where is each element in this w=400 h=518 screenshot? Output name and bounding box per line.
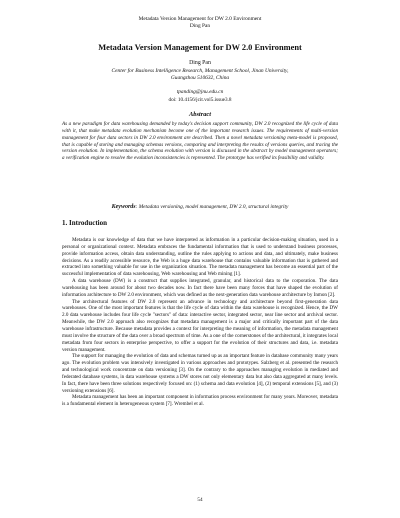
keywords bbox=[40, 204, 360, 210]
author-affiliation bbox=[40, 68, 360, 82]
running-head-title: Metadata Version Management for DW 2.0 Environment bbox=[138, 16, 262, 22]
author-name: Ding Pan bbox=[189, 60, 211, 66]
section-heading: 1. Introduction bbox=[62, 219, 107, 227]
paper-title: Metadata Version Management for DW 2.0 Environment bbox=[98, 43, 302, 52]
body-paragraph: The support for managing the evolution of data and schemas turned up as an important feature in database community many years ago. The evolution problem was intensively investigated in various approaches and prototypes. Salzberg et al. presented the research and technological work concentrate on data versioning [3]. On the contrary to the approaches managing evolution in mediated and federated database systems, in data warehouse systems a DW stores not only elementary data but also data aggregated at many levels. In fact, there have been three solutions respectively focused on: (1) schema and data evolution [4], (2) temporal extensions [5], and (3) versioning extensions [6]. bbox=[62, 353, 338, 394]
doi: doi: 10.4156/jcit.vol5.issue3.8 bbox=[168, 97, 232, 103]
body-paragraph: Metadata is our knowledge of data that we have interpreted as information in a particular decision-making situation, used in a personal or organizational context. Metadata embraces the fundamental information that is used to understand business processes, provide information access, obtain data understanding, outline the rules applying to actions and data, and ultimately, make business decisions. As a readily accessible resource, the Web is a huge data warehouse that contains valuable information that is gathered and extracted into something valuable for use in the organization situation. The metadata management has become an essential part of the successful implementation of data warehousing, Web warehousing and Web mining [1]. bbox=[62, 237, 338, 278]
running-head-author: Ding Pan bbox=[189, 23, 211, 29]
keywords-label: Keywords bbox=[111, 204, 136, 210]
body-paragraph: Metadata management has been an important component in information process environment for many years. Moreover, metadata is a fundamental element in heterogeneous system [7]. Wrembel et al. bbox=[62, 394, 338, 408]
page-number: 54 bbox=[197, 497, 203, 503]
affiliation-line-1: Center for Business Intelligence Research, Management School, Jinan University, bbox=[111, 68, 289, 74]
body-paragraph: A data warehouse (DW) is a construct that supplies integrated, granular, and historical data to the corporation. The data warehousing has been around for about two decades now. In fact there have been many forces that have shaped the evolution of information architecture to DW 2.0 environment, which was defined as the next-generation data warehouse architecture by Inmon [2]. bbox=[62, 278, 338, 298]
keywords-text: : Metadata versioning, model management, DW 2.0, structural integrity bbox=[135, 204, 289, 210]
section-body bbox=[62, 237, 338, 408]
affiliation-line-2: Guangzhou 510632, China bbox=[170, 75, 230, 81]
author-email: tpanding@jnu.edu.cn bbox=[176, 89, 224, 95]
running-head bbox=[0, 16, 400, 30]
abstract-heading: Abstract bbox=[188, 111, 211, 118]
body-paragraph: The architectural features of DW 2.0 represent an advance in technology and architecture beyond first-generation data warehouses. One of the most important features is that the life cycle of data within the data warehouse is recognized. Hence, the DW 2.0 data warehouse includes four life cycle "sectors" of data: interactive sector, integrated sector, near line sector and archival sector. Meanwhile, the DW 2.0 approach also recognizes that metadata management is a major and critically important part of the data warehouse infrastructure. Because metadata provides a context for interpreting the meaning of information, the metadata management must involve the structure of the data over a broad spectrum of time. As a one of the cornerstones of the architectural, it integrates local metadata from four sectors in enterprise perspective, to offer a support for the evolution of their structures and data, i.e. metadata version management. bbox=[62, 298, 338, 353]
abstract-text: As a new paradigm for data warehousing demanded by today's decision support community, DW 2.0 recognized the life cycle of data with it, that make metadata evolution mechanism become one of the important research issues. The requirements of multi-version management for four data sectors in DW 2.0 environment are described. Then a novel metadata versioning meta-model is proposed, that is capable of storing and managing schemas versions, comparing and interpreting the results of versions queries, and tracing the version evolution. In implementation, the schema evolution with version is discussed in the abstract by model management operators; a verification engine to resolve the evolution inconsistencies is represented. The prototype has verified its feasibility and validity. bbox=[62, 121, 338, 162]
